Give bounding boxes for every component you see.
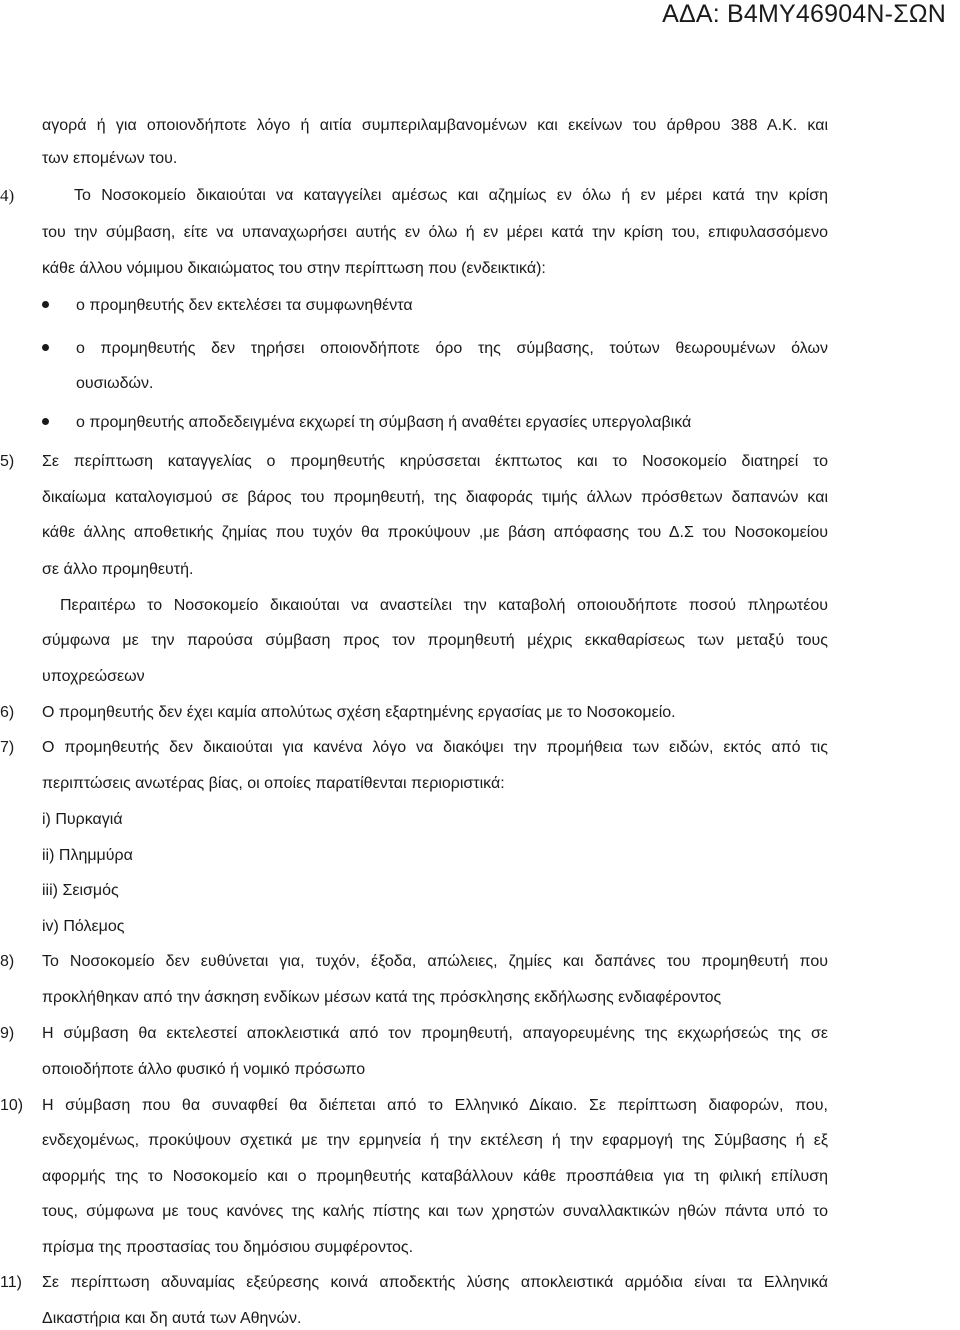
- intro-line: των επομένων του.: [42, 150, 178, 167]
- bullet-text: ο προμηθευτής αποδεδειγμένα εκχωρεί τη σύμβαση ή αναθέτει εργασίες υπεργολαβικά: [76, 414, 692, 431]
- item-line: Το Νοσοκομείο δεν ευθύνεται για, τυχόν, έξοδα, απώλειες, ζημίες και δαπάνες του προμηθευτή που: [42, 953, 828, 970]
- item-line: Η σύμβαση που θα συναφθεί θα διέπεται από το Ελληνικό Δίκαιο. Σε περίπτωση διαφορών, που,: [42, 1097, 828, 1114]
- item-number: 8): [0, 953, 15, 970]
- paragraph-line: Περαιτέρω το Νοσοκομείο δικαιούται να αναστείλει την καταβολή οποιουδήποτε ποσού πληρωτέου: [60, 597, 828, 614]
- force-majeure-case: iii) Σεισμός: [42, 882, 119, 899]
- item-line: Το Νοσοκομείο δικαιούται να καταγγείλει αμέσως και αζημίως εν όλω ή εν μέρει κατά την κρίση: [74, 187, 828, 204]
- intro-line: αγορά ή για οποιονδήποτε λόγο ή αιτία συμπεριλαμβανομένων και εκείνων του άρθρου 388 Α.Κ. και: [42, 117, 828, 134]
- item-number: 11): [0, 1274, 22, 1291]
- bullet-text: ο προμηθευτής δεν εκτελέσει τα συμφωνηθέντα: [76, 297, 413, 314]
- item-number: 5): [0, 453, 15, 470]
- bullet-dot: [42, 301, 49, 308]
- force-majeure-case: iv) Πόλεμος: [42, 918, 125, 935]
- bullet-text: ουσιωδών.: [76, 375, 154, 392]
- item-line: Σε περίπτωση αδυναμίας εξεύρεσης κοινά αποδεκτής λύσης αποκλειστικά αρμόδια είναι τα Ελληνικά: [42, 1274, 828, 1291]
- item-line: Ο προμηθευτής δεν έχει καμία απολύτως σχέση εξαρτημένης εργασίας με το Νοσοκομείο.: [42, 704, 676, 721]
- force-majeure-case: i) Πυρκαγιά: [42, 811, 123, 828]
- item-line: Δικαστήρια και δη αυτά των Αθηνών.: [42, 1310, 302, 1327]
- item-line: δικαίωμα καταλογισμού σε βάρος του προμηθευτή, της διαφοράς τιμής άλλων πρόσθετων δαπανών και: [42, 489, 828, 506]
- item-number: 10): [0, 1097, 24, 1114]
- item-line: προκλήθηκαν από την άσκηση ενδίκων μέσων κατά της πρόσκλησης εκδήλωσης ενδιαφέροντος: [42, 989, 722, 1006]
- item-line: Ο προμηθευτής δεν δικαιούται για κανένα λόγο να διακόψει την προμήθεια των ειδών, εκτός από τις: [42, 739, 828, 756]
- item-number: 7): [0, 739, 15, 756]
- paragraph-line: σύμφωνα με την παρούσα σύμβαση προς τον προμηθευτή μέχρις εκκαθαρίσεως των μεταξύ τους: [42, 632, 828, 649]
- item-line: οποιοδήποτε άλλο φυσικό ή νομικό πρόσωπο: [42, 1061, 366, 1078]
- force-majeure-case: ii) Πλημμύρα: [42, 847, 133, 864]
- bullet-dot: [42, 344, 49, 351]
- item-number: 9): [0, 1025, 15, 1042]
- bullet-text: ο προμηθευτής δεν τηρήσει οποιονδήποτε όρο της σύμβασης, τούτων θεωρουμένων όλων: [76, 340, 828, 357]
- item-line: ενδεχομένως, προκύψουν σχετικά με την ερμηνεία ή την εκτέλεση ή την εφαρμογή της Σύμβασης ή εξ: [42, 1132, 828, 1149]
- item-line: σε άλλο προμηθευτή.: [42, 561, 194, 578]
- item-number: 4): [0, 186, 15, 205]
- item-line: κάθε άλλης αποθετικής ζημίας που τυχόν θα προκύψουν ,με βάση απόφασης του Δ.Σ του Νοσοκομείου: [42, 524, 828, 541]
- item-line: πρίσμα της προστασίας του δημόσιου συμφέροντος.: [42, 1239, 414, 1256]
- item-line: τους, σύμφωνα με τους κανόνες της καλής πίστης και των χρηστών συναλλακτικών ηθών πάντα υπό το: [42, 1203, 828, 1220]
- item-line: αφορμής της το Νοσοκομείο και ο προμηθευτής καταβάλλουν κάθε προσπάθεια για τη φιλική επίλυση: [42, 1168, 828, 1185]
- bullet-dot: [42, 418, 49, 425]
- paragraph-line: υποχρεώσεων: [42, 668, 145, 685]
- item-number: 6): [0, 704, 15, 721]
- item-line: του την σύμβαση, είτε να υπαναχωρήσει αυτής εν όλω ή εν μέρει κατά την κρίση του, επιφυλασσόμενο: [42, 224, 828, 241]
- item-line: περιπτώσεις ανωτέρας βίας, οι οποίες παρατίθενται περιοριστικά:: [42, 775, 505, 792]
- item-line: κάθε άλλου νόμιμου δικαιώματος του στην περίπτωση που (ενδεικτικά):: [42, 260, 546, 277]
- item-line: Η σύμβαση θα εκτελεστεί αποκλειστικά από τον προμηθευτή, απαγορευμένης της εκχωρήσεώς της σε: [42, 1025, 828, 1042]
- document-id-code: ΑΔΑ: Β4ΜΥ46904Ν-ΣΩΝ: [662, 0, 946, 28]
- item-line: Σε περίπτωση καταγγελίας ο προμηθευτής κηρύσσεται έκπτωτος και το Νοσοκομείο διατηρεί το: [42, 453, 828, 470]
